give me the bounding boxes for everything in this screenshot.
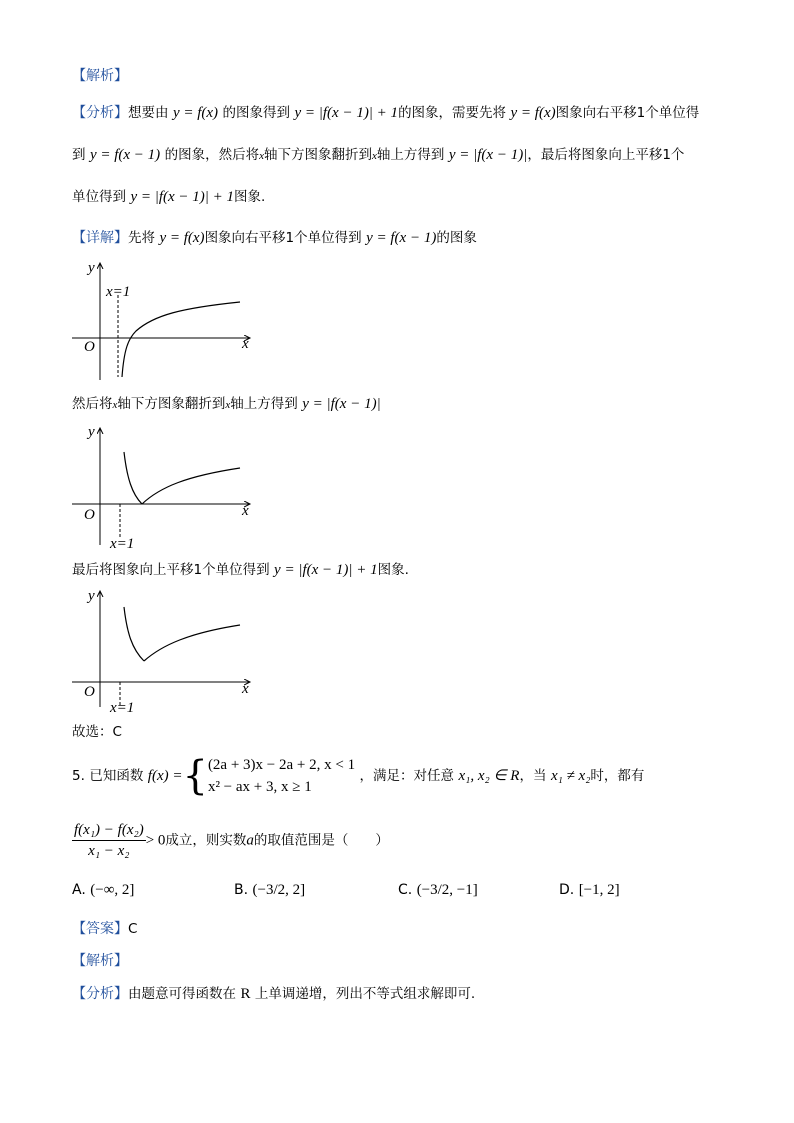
answer-line bbox=[72, 722, 122, 742]
option-letter: C. bbox=[398, 882, 413, 898]
piece-1: (2a + 3)x − 2a + 2, x < 1 bbox=[207, 757, 356, 773]
asymptote-label: x=1 bbox=[106, 284, 131, 300]
math-expr: y = |f(x − 1)| + 1 bbox=[274, 562, 378, 578]
text: 图象. bbox=[234, 189, 266, 205]
option-c[interactable] bbox=[398, 882, 478, 899]
q5-fenxi-line bbox=[72, 984, 475, 1004]
text: 最后将图象向上平移1个单位得到 bbox=[72, 562, 270, 578]
text: ，当 bbox=[519, 768, 547, 784]
curve-right-part bbox=[142, 468, 240, 504]
text: 图象向右平移1个单位得到 bbox=[204, 230, 362, 246]
analysis-tag: 【解析】 bbox=[72, 953, 128, 969]
text: 上单调递增，列出不等式组求解即可. bbox=[254, 986, 476, 1002]
x-label: x bbox=[242, 681, 249, 697]
text: 的图象 bbox=[436, 230, 477, 246]
math-var: x bbox=[372, 150, 377, 162]
piece-2: x² − ax + 3, x ≥ 1 bbox=[207, 779, 312, 795]
q5-analysis-heading bbox=[72, 951, 128, 971]
fraction-numerator: f(x₁) − f(x₂) bbox=[72, 820, 146, 841]
math-var: a bbox=[246, 832, 254, 849]
text: 的图象，需要先将 bbox=[398, 105, 507, 121]
math-expr: x₁, x₂ ∈ R bbox=[458, 768, 520, 784]
text: 轴上方得到 bbox=[230, 396, 298, 412]
option-letter: A. bbox=[72, 882, 86, 898]
step3-line bbox=[72, 560, 409, 580]
text: 图象向右平移1个单位得 bbox=[555, 105, 700, 121]
graph-shifted bbox=[72, 255, 272, 385]
asymptote-label: x=1 bbox=[110, 536, 135, 552]
curve-right-part bbox=[144, 625, 240, 661]
y-label: y bbox=[88, 588, 95, 604]
math-expr: y = |f(x − 1)| bbox=[448, 147, 528, 163]
curve-reflected-part bbox=[124, 452, 142, 504]
text: 轴上方得到 bbox=[376, 147, 445, 163]
option-b[interactable] bbox=[234, 882, 305, 899]
detail-tag: 【详解】 bbox=[72, 230, 128, 246]
fenxi-line-3 bbox=[72, 187, 265, 207]
question-number: 5. bbox=[72, 768, 85, 784]
math-expr: y = f(x) bbox=[510, 105, 556, 121]
math-var: x bbox=[225, 399, 231, 411]
graph-shifted-up bbox=[72, 585, 272, 715]
math-expr: y = f(x − 1) bbox=[89, 147, 161, 163]
detail-line bbox=[72, 228, 477, 248]
answer-text: 故选：C bbox=[72, 724, 122, 740]
origin-label: O bbox=[84, 339, 95, 355]
origin-label: O bbox=[84, 507, 95, 523]
brace-symbol: { bbox=[182, 753, 208, 799]
x-label: x bbox=[242, 503, 249, 519]
option-d[interactable] bbox=[559, 882, 620, 899]
question-5-stem bbox=[72, 754, 644, 798]
fenxi-line-2 bbox=[72, 145, 684, 166]
math-var: x bbox=[112, 399, 118, 411]
text: 时，都有 bbox=[590, 768, 645, 784]
answer-value: C bbox=[128, 921, 138, 937]
step2-line bbox=[72, 394, 381, 415]
math-expr: y = f(x) bbox=[172, 105, 219, 121]
fraction bbox=[72, 820, 146, 861]
math-expr: x₁ ≠ x₂ bbox=[550, 768, 591, 784]
analysis-heading bbox=[72, 66, 128, 86]
curve bbox=[122, 302, 240, 377]
text: 图象. bbox=[377, 562, 409, 578]
text: 然后将 bbox=[72, 396, 113, 412]
fenxi-tag: 【分析】 bbox=[72, 105, 128, 121]
math-expr: y = f(x − 1) bbox=[366, 230, 437, 246]
answer-tag: 【答案】 bbox=[72, 921, 128, 937]
option-text: (−3/2, 2] bbox=[252, 882, 306, 898]
fenxi-tag: 【分析】 bbox=[72, 986, 128, 1002]
option-letter: D. bbox=[559, 882, 575, 898]
text: 轴下方图象翻折到 bbox=[264, 147, 373, 163]
text: 到 bbox=[72, 147, 86, 163]
fenxi-line-1 bbox=[72, 103, 699, 123]
text: 想要由 bbox=[128, 105, 169, 121]
option-letter: B. bbox=[234, 882, 249, 898]
text: 先将 bbox=[128, 230, 155, 246]
func-name: f(x) = bbox=[147, 768, 183, 784]
option-text: (−∞, 2] bbox=[90, 882, 135, 898]
text: ，满足：对任意 bbox=[359, 768, 455, 784]
math-expr: y = f(x) bbox=[159, 230, 205, 246]
text: 轴下方图象翻折到 bbox=[117, 396, 226, 412]
math-expr: y = |f(x − 1)| + 1 bbox=[130, 189, 235, 205]
math-expr: y = |f(x − 1)| bbox=[302, 396, 381, 412]
option-text: [−1, 2] bbox=[578, 882, 620, 898]
fraction-denominator: x₁ − x₂ bbox=[88, 843, 130, 859]
inequality: > 0 bbox=[145, 832, 166, 849]
text: 由题意可得函数在 bbox=[128, 986, 236, 1002]
text: 已知函数 bbox=[89, 768, 144, 784]
option-a[interactable] bbox=[72, 882, 134, 899]
option-text: (−3/2, −1] bbox=[416, 882, 478, 898]
math-set: R bbox=[240, 986, 251, 1002]
text: 的取值范围是（ ） bbox=[253, 832, 389, 849]
text: ，最后将图象向上平移1个 bbox=[527, 147, 685, 163]
origin-label: O bbox=[84, 684, 95, 700]
text: 成立，则实数 bbox=[165, 832, 247, 849]
piecewise-block bbox=[208, 754, 355, 798]
y-label: y bbox=[88, 424, 95, 440]
asymptote-label: x=1 bbox=[110, 700, 135, 715]
math-expr: y = |f(x − 1)| + 1 bbox=[294, 105, 399, 121]
curve-left-part bbox=[124, 607, 144, 661]
math-var: x bbox=[259, 150, 265, 162]
graph-reflected bbox=[72, 420, 272, 555]
q5-answer-line bbox=[72, 919, 137, 939]
analysis-tag: 【解析】 bbox=[72, 68, 128, 84]
text: 的图象，然后将 bbox=[164, 147, 260, 163]
y-label: y bbox=[88, 260, 95, 276]
question-5-condition bbox=[72, 820, 389, 861]
text: 的图象得到 bbox=[222, 105, 291, 121]
x-label: x bbox=[242, 336, 249, 352]
text: 单位得到 bbox=[72, 189, 126, 205]
